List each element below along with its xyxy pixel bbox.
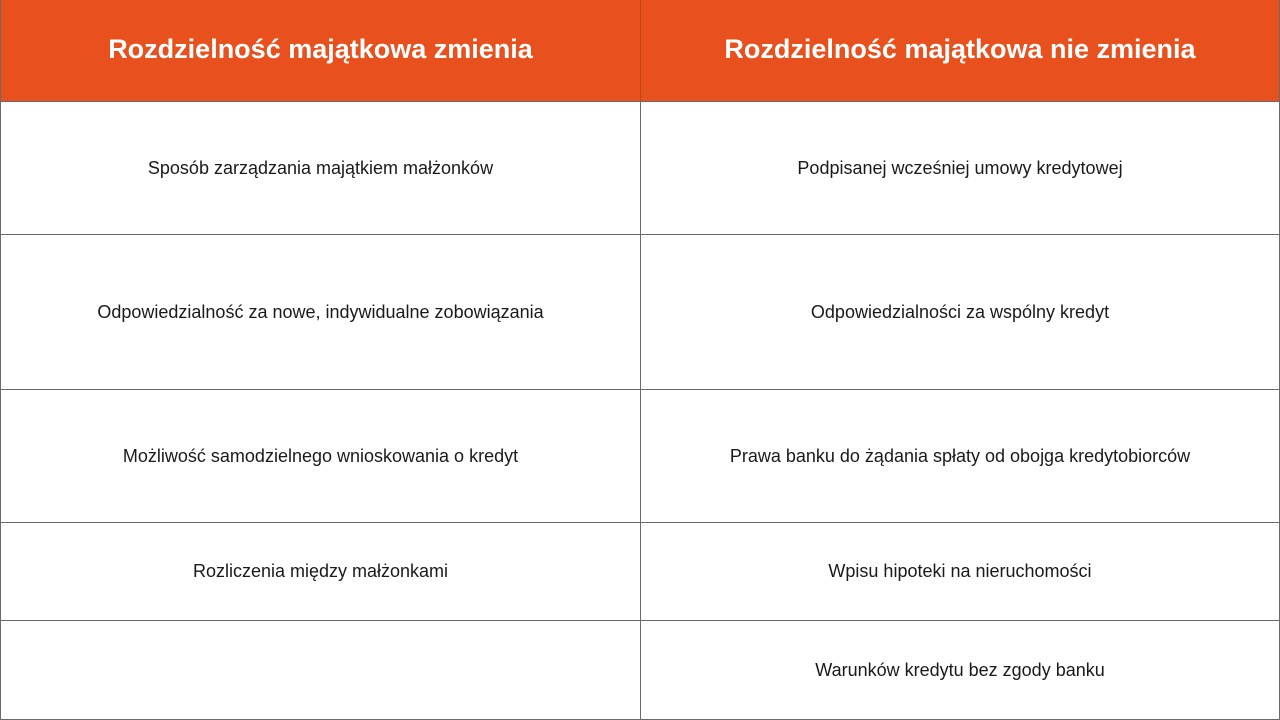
cell-changes: Sposób zarządzania majątkiem małżonków	[147, 157, 494, 178]
table-row	[1, 235, 1279, 390]
table-header-row	[1, 0, 1279, 102]
cell-does-not-change: Wpisu hipoteki na nieruchomości	[640, 523, 1279, 620]
cell-changes: Rozliczenia między małżonkami	[192, 561, 449, 581]
cell-does-not-change: Podpisanej wcześniej umowy kredytowej	[640, 102, 1279, 234]
cell-does-not-change: Odpowiedzialności za wspólny kredyt	[640, 235, 1279, 389]
cell-does-not-change: Prawa banku do żądania spłaty od obojga kredytobiorców	[640, 390, 1279, 522]
cell-does-not-change: Warunków kredytu bez zgody banku	[640, 621, 1279, 720]
cell-changes: Możliwość samodzielnego wnioskowania o kredyt	[122, 445, 519, 466]
table-row	[1, 621, 1279, 720]
cell-changes: Odpowiedzialność za nowe, indywidualne zobowiązania	[97, 301, 544, 322]
table-row	[1, 390, 1279, 523]
header-does-not-change: Rozdzielność majątkowa nie zmienia	[640, 0, 1279, 101]
cell-changes	[1, 621, 640, 720]
table-row	[1, 102, 1279, 235]
table-row	[1, 523, 1279, 621]
header-changes: Rozdzielność majątkowa zmienia	[108, 34, 533, 64]
